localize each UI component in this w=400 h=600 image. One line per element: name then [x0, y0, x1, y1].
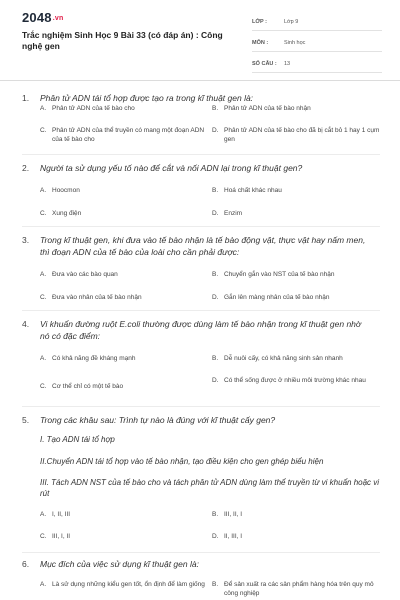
statement-2: II.Chuyển ADN tái tổ hợp vào tế bào nhận, tạo điều kiện cho gen ghép biểu hiện — [40, 457, 324, 466]
info-row-subject — [252, 35, 382, 52]
question-4-option-c[interactable] — [40, 382, 200, 391]
question-1-option-b[interactable] — [212, 104, 377, 113]
option-text: Phân tử ADN của tế bào cho — [52, 105, 135, 112]
option-letter: C. — [40, 294, 47, 301]
option-text: Chuyển gắn vào NST của tế bào nhận — [224, 271, 335, 278]
option-letter: A. — [40, 511, 47, 518]
logo-text: 2048 — [22, 10, 52, 25]
option-letter: D. — [212, 127, 219, 134]
option-text: II, III, I — [224, 533, 243, 540]
option-letter: A. — [40, 105, 47, 112]
option-letter: C. — [40, 127, 47, 134]
option-letter: D. — [212, 294, 219, 301]
divider — [22, 310, 380, 311]
site-logo[interactable] — [22, 10, 63, 25]
option-text: III, II, I — [224, 511, 243, 518]
option-text: Hoá chất khác nhau — [224, 187, 282, 194]
option-letter: D. — [212, 377, 219, 384]
question-3-option-a[interactable] — [40, 270, 200, 279]
question-2-option-d[interactable] — [212, 209, 377, 218]
question-5-option-a[interactable] — [40, 510, 200, 519]
logo-suffix: .vn — [52, 15, 64, 22]
option-text: Phân tử ADN của thể truyền có mang một đoạn ADN của tế bào cho — [52, 127, 205, 143]
option-letter: D. — [212, 533, 219, 540]
option-text: Là sử dụng những kiểu gen tốt, ổn định để làm giống — [52, 581, 205, 588]
option-letter: A. — [40, 187, 47, 194]
option-text: III, I, II — [52, 533, 71, 540]
question-number: 4. — [22, 319, 30, 329]
option-letter: B. — [212, 105, 219, 112]
question-number: 6. — [22, 559, 30, 569]
question-text: Phân tử ADN tái tổ hợp được tạo ra trong kĩ thuật gen là: — [40, 93, 254, 103]
question-4-option-b[interactable] — [212, 354, 380, 363]
option-letter: D. — [212, 210, 219, 217]
option-letter: C. — [40, 210, 47, 217]
option-text: Để sản xuất ra các sản phẩm hàng hóa trên quy mô công nghiệp — [224, 581, 374, 597]
statement-1: I. Tạo ADN tái tổ hợp — [40, 435, 115, 444]
divider — [22, 552, 380, 553]
option-text: Hoocmon — [52, 187, 80, 194]
divider — [22, 154, 380, 155]
question-text: Mục đích của việc sử dụng kĩ thuật gen là: — [40, 559, 199, 569]
question-3-option-c[interactable] — [40, 293, 200, 302]
question-number: 2. — [22, 163, 30, 173]
question-text: Trong kĩ thuật gen, khi đưa vào tế bào nhận là tế bào động vật, thực vật hay nấm men, thì đoạn ADN của tế bào của loài cho cần phải được: — [40, 235, 366, 257]
option-text: Dễ nuôi cấy, có khả năng sinh sản nhanh — [224, 355, 343, 362]
info-row-count — [252, 56, 382, 73]
question-2-option-c[interactable] — [40, 209, 200, 218]
question-number: 5. — [22, 415, 30, 425]
option-text: Xung điện — [52, 210, 82, 217]
option-text: I, II, III — [52, 511, 71, 518]
option-text: Đưa vào các bào quan — [52, 271, 118, 278]
option-text: Đưa vào nhân của tế bào nhận — [52, 294, 142, 301]
question-4-option-a[interactable] — [40, 354, 200, 363]
option-text: Gắn lên màng nhân của tế bào nhận — [224, 294, 330, 301]
subject-value: Sinh học — [284, 40, 306, 46]
question-number: 1. — [22, 93, 30, 103]
question-6-option-b[interactable] — [212, 580, 380, 598]
question-3-option-d[interactable] — [212, 293, 380, 302]
class-label: LỚP : — [252, 19, 267, 25]
question-number: 3. — [22, 235, 30, 245]
question-3-option-b[interactable] — [212, 270, 380, 279]
question-text: Trong các khâu sau: Trình tự nào là đúng với kĩ thuật cấy gen? — [40, 415, 276, 425]
class-value: Lớp 9 — [284, 19, 299, 25]
count-value: 13 — [284, 61, 291, 67]
option-letter: B. — [212, 355, 219, 362]
info-row-class — [252, 14, 382, 31]
question-4-option-d[interactable] — [212, 376, 380, 385]
question-2-option-a[interactable] — [40, 186, 200, 195]
option-letter: A. — [40, 355, 47, 362]
question-5-option-d[interactable] — [212, 532, 380, 541]
option-text: Cơ thể chỉ có một tế bào — [52, 383, 124, 390]
option-text: Enzim — [224, 210, 243, 217]
option-text: Có thể sống được ở nhiều môi trường khác nhau — [224, 377, 366, 384]
option-letter: A. — [40, 271, 47, 278]
page-title: Trắc nghiệm Sinh Học 9 Bài 33 (có đáp án) : Công nghệ gen — [22, 30, 223, 51]
question-1-option-d[interactable] — [212, 126, 380, 144]
divider — [22, 406, 380, 407]
divider — [22, 226, 380, 227]
question-2-option-b[interactable] — [212, 186, 377, 195]
option-letter: B. — [212, 511, 219, 518]
option-letter: B. — [212, 187, 219, 194]
option-text: Phân tử ADN của tế bào nhận — [224, 105, 311, 112]
question-1-option-c[interactable] — [40, 126, 208, 144]
question-5-option-b[interactable] — [212, 510, 380, 519]
option-letter: C. — [40, 533, 47, 540]
subject-label: MÔN : — [252, 40, 269, 46]
question-5-option-c[interactable] — [40, 532, 200, 541]
page-header — [0, 0, 400, 81]
question-6-option-a[interactable] — [40, 580, 208, 589]
count-label: SỐ CÂU : — [252, 61, 277, 67]
info-panel — [252, 14, 382, 77]
option-letter: C. — [40, 383, 47, 390]
statement-3: III. Tách ADN NST của tế bào cho và tách phân tử ADN dùng làm thể truyền từ vi khuẩn hoặc vi rút — [40, 478, 380, 498]
option-letter: B. — [212, 271, 219, 278]
option-text: Phân tử ADN của tế bào cho đã bị cắt bỏ 1 hay 1 cụm gen — [224, 127, 380, 143]
option-letter: B. — [212, 581, 219, 588]
question-text: Người ta sử dụng yếu tố nào để cắt và nối ADN lại trong kĩ thuật gen? — [40, 163, 303, 173]
question-text: Vi khuẩn đường ruột E.coli thường được dùng làm tế bào nhận trong kĩ thuật gen nhờ nó có đặc điểm: — [40, 319, 362, 341]
option-text: Có khả năng đề kháng mạnh — [52, 355, 136, 362]
question-1-option-a[interactable] — [40, 104, 200, 113]
option-letter: A. — [40, 581, 47, 588]
